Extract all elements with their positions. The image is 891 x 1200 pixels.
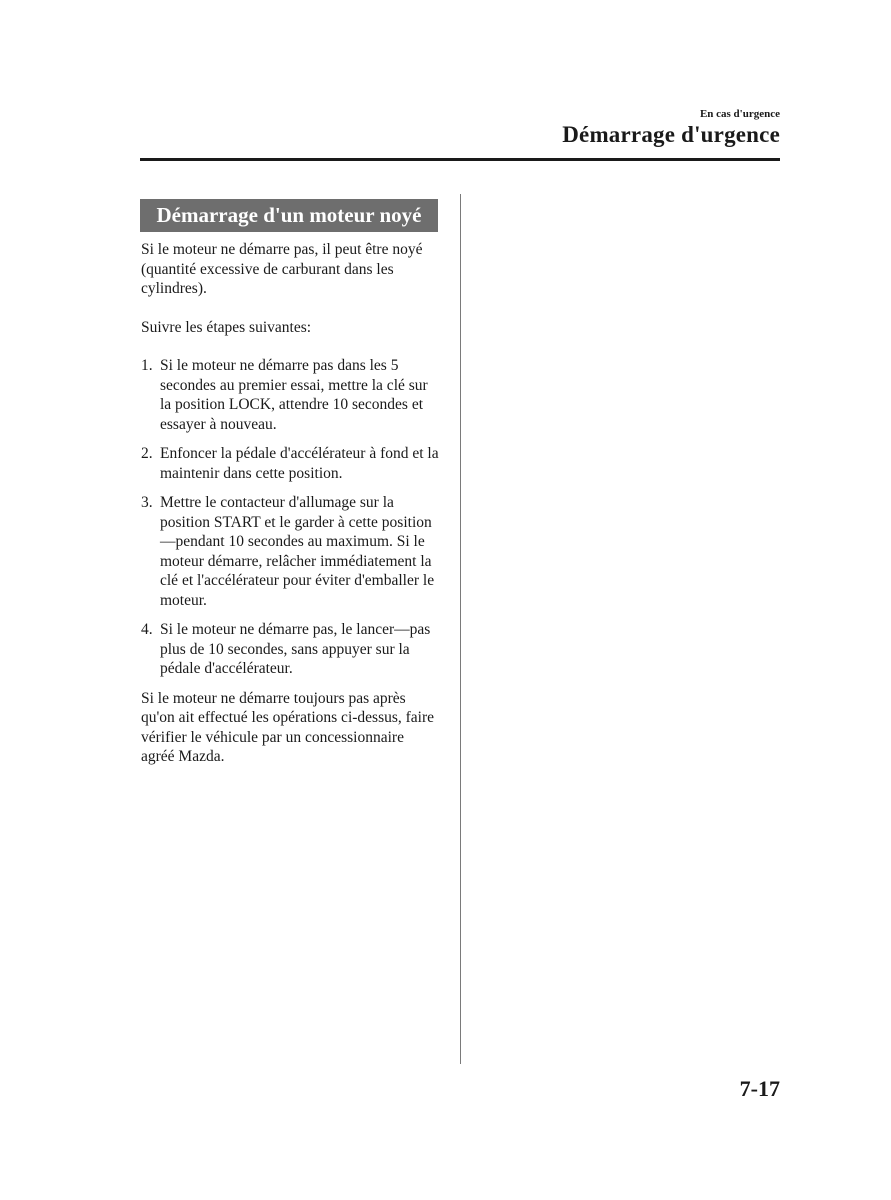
steps-intro: Suivre les étapes suivantes: <box>141 318 312 336</box>
column-divider <box>460 194 461 1064</box>
step-text: Mettre le contacteur d'allumage sur la position START et le garder à cette position—pendant 10 secondes au maximum. Si le moteur démarre, relâcher immédiatement la clé et l'accélérateur pour éviter d'emballer le moteur. <box>160 494 435 609</box>
step-number: 1. <box>141 357 153 374</box>
step-text: Enfoncer la pédale d'accélérateur à fond et la maintenir dans cette position. <box>160 445 439 482</box>
intro-paragraph: Si le moteur ne démarre pas, il peut être noyé (quantité excessive de carburant dans les cylindres). <box>141 241 423 297</box>
list-item <box>141 444 441 483</box>
header-rule <box>140 158 780 161</box>
step-text: Si le moteur ne démarre pas, le lancer—pas plus de 10 secondes, sans appuyer sur la pédale d'accélérateur. <box>160 621 431 677</box>
list-item <box>141 493 441 610</box>
list-item <box>141 620 441 679</box>
closing-paragraph: Si le moteur ne démarre toujours pas après qu'on ait effectué les opérations ci-dessus, faire vérifier le véhicule par un concessionnaire agréé Mazda. <box>141 689 435 765</box>
section-body <box>141 240 441 767</box>
step-text: Si le moteur ne démarre pas dans les 5 secondes au premier essai, mettre la clé sur la position LOCK, attendre 10 secondes et essayer à nouveau. <box>160 357 428 433</box>
step-number: 4. <box>141 621 153 638</box>
section-heading: Démarrage d'un moteur noyé <box>140 199 438 232</box>
step-number: 3. <box>141 494 153 511</box>
list-item <box>141 356 441 434</box>
running-head: En cas d'urgence <box>699 108 780 120</box>
chapter-title: Démarrage d'urgence <box>562 122 780 147</box>
page-number: 7-17 <box>739 1076 780 1101</box>
step-number: 2. <box>141 445 153 462</box>
steps-list <box>141 356 441 679</box>
